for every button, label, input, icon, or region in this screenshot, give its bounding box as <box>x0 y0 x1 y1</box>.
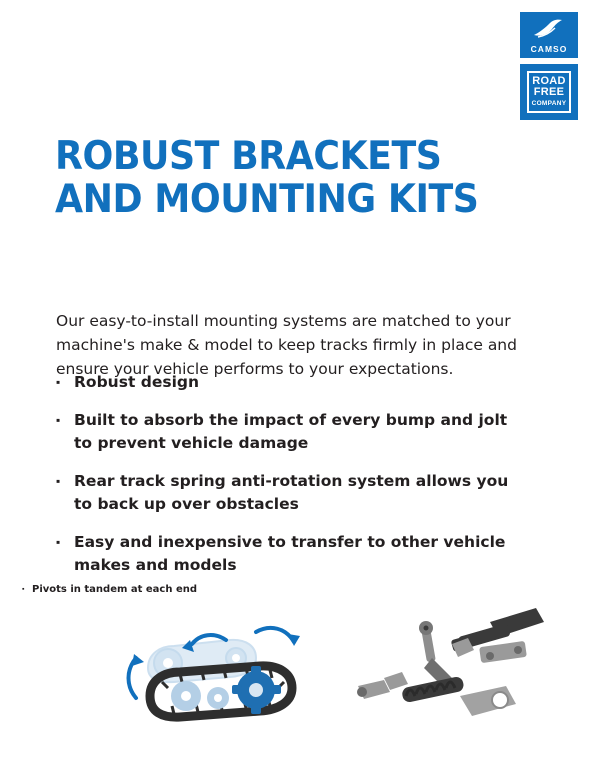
footnote <box>22 583 197 597</box>
list-item <box>56 470 526 516</box>
page-title-line-2: AND MOUNTING KITS <box>55 177 479 222</box>
list-item-label: Robust design <box>74 373 200 391</box>
page-title-line-1: ROBUST BRACKETS <box>55 134 442 179</box>
bullet-marker-icon: ▪ <box>56 535 61 549</box>
intro-paragraph: Our easy-to-install mounting systems are matched to your machine's make & model to keep tracks firmly in place and ensure your vehicle performs to your expectations. <box>56 311 517 378</box>
road-free-line1: ROAD <box>532 75 566 87</box>
camso-swoosh-icon <box>532 18 566 38</box>
product-illustrations <box>0 600 600 767</box>
camso-wordmark: CAMSO <box>530 44 568 54</box>
footnote-marker-icon: ▪ <box>22 586 25 593</box>
list-item-label: Rear track spring anti-rotation system allows you to back up over obstacles <box>74 472 509 513</box>
mounting-bracket-hardware-photo <box>340 600 570 730</box>
feature-bullet-list <box>56 371 526 592</box>
list-item-label: Easy and inexpensive to transfer to other vehicle makes and models <box>74 533 506 574</box>
list-item-label: Built to absorb the impact of every bump and jolt to prevent vehicle damage <box>74 411 508 452</box>
bullet-marker-icon: ▪ <box>56 474 61 488</box>
rubber-track-with-sprockets-illustration <box>110 610 330 730</box>
footnote-label: Pivots in tandem at each end <box>32 584 198 595</box>
road-free-company-logo <box>520 64 578 120</box>
brand-logo-block <box>520 12 578 120</box>
list-item <box>56 531 526 577</box>
camso-logo <box>520 12 578 58</box>
list-item <box>56 371 526 394</box>
bullet-marker-icon: ▪ <box>56 375 61 389</box>
bullet-marker-icon: ▪ <box>56 413 61 427</box>
road-free-line2: FREE <box>533 86 565 98</box>
road-free-line3: COMPANY <box>531 100 567 107</box>
list-item <box>56 409 526 455</box>
page-title <box>55 135 501 221</box>
